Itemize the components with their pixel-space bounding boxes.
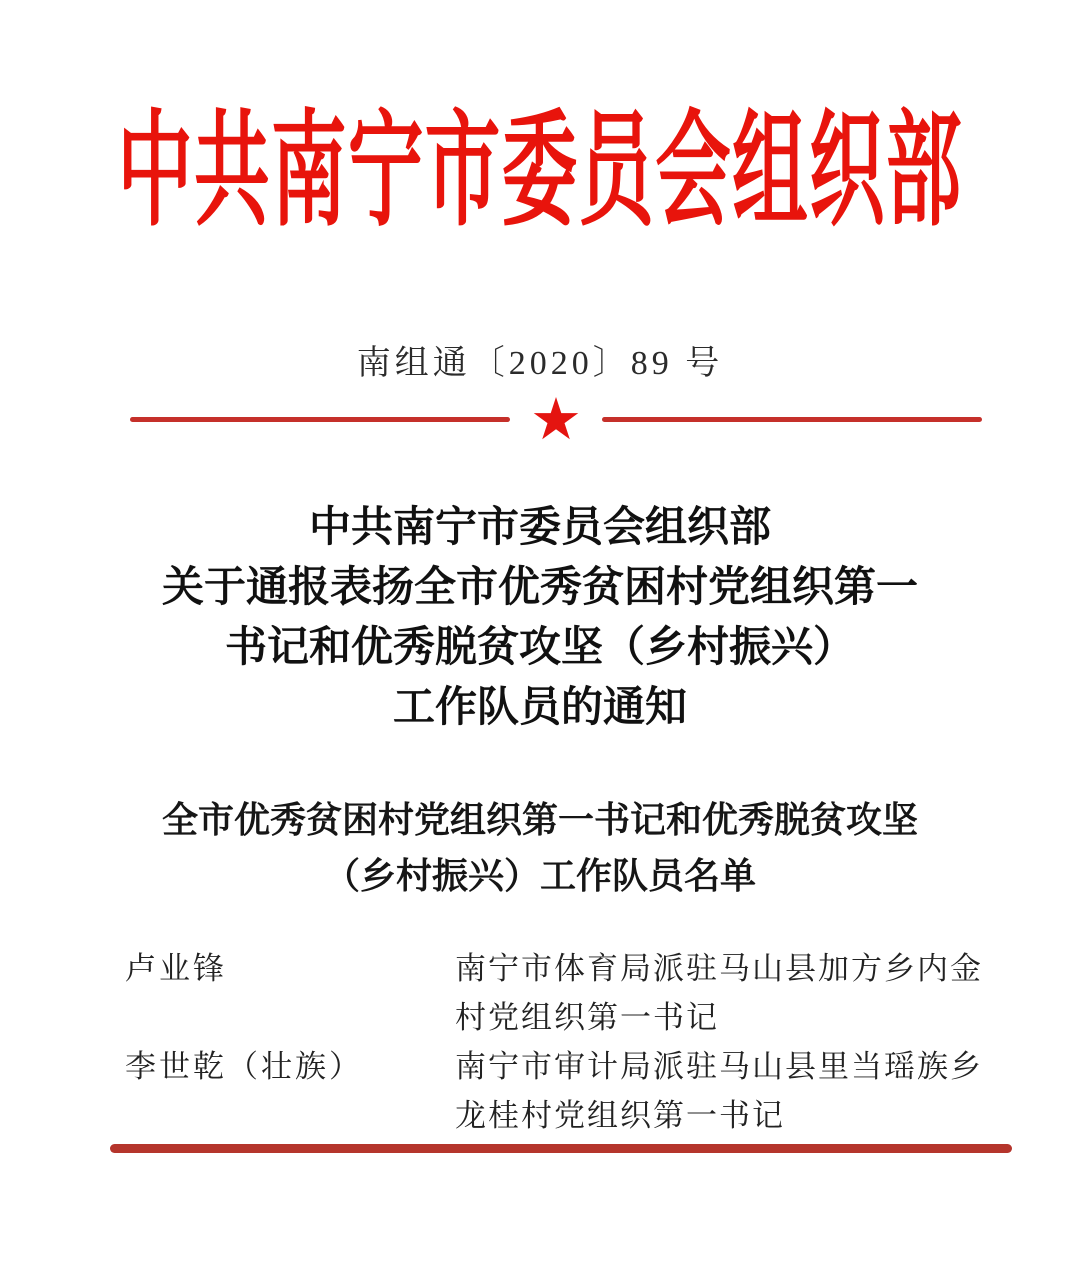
- honoree-name: 卢业锋: [125, 951, 227, 986]
- honoree-name: 李世乾（壮族）: [125, 1049, 363, 1084]
- notice-title-line-4: 工作队员的通知: [392, 685, 687, 731]
- honoree-description: 南宁市审计局派驻马山县里当瑶族乡龙桂村党组织第一书记: [455, 1049, 983, 1133]
- rule-segment-left: [130, 417, 510, 422]
- honoree-list: [0, 944, 1080, 1140]
- notice-title: [0, 498, 1080, 738]
- honoree-description: 南宁市体育局派驻马山县加方乡内金村党组织第一书记: [455, 951, 983, 1035]
- document-number: 南组通〔2020〕89 号: [356, 345, 724, 382]
- list-heading: [0, 792, 1080, 904]
- notice-title-line-2: 关于通报表扬全市优秀贫困村党组织第一: [161, 565, 918, 611]
- list-heading-line-1: 全市优秀贫困村党组织第一书记和优秀脱贫攻坚: [161, 800, 918, 840]
- list-item: [125, 944, 1080, 1042]
- notice-title-line-1: 中共南宁市委员会组织部: [308, 505, 771, 551]
- list-heading-line-2: （乡村振兴）工作队员名单: [323, 856, 756, 896]
- star-icon: ★: [530, 385, 582, 453]
- rule-segment-right: [602, 417, 982, 422]
- list-item: [125, 1042, 1080, 1140]
- letterhead-title: 中共南宁市委员会组织部: [117, 102, 963, 241]
- notice-title-line-3: 书记和优秀脱贫攻坚（乡村振兴）: [224, 625, 855, 671]
- header-rule: [130, 385, 982, 453]
- bottom-rule: [110, 1144, 1012, 1153]
